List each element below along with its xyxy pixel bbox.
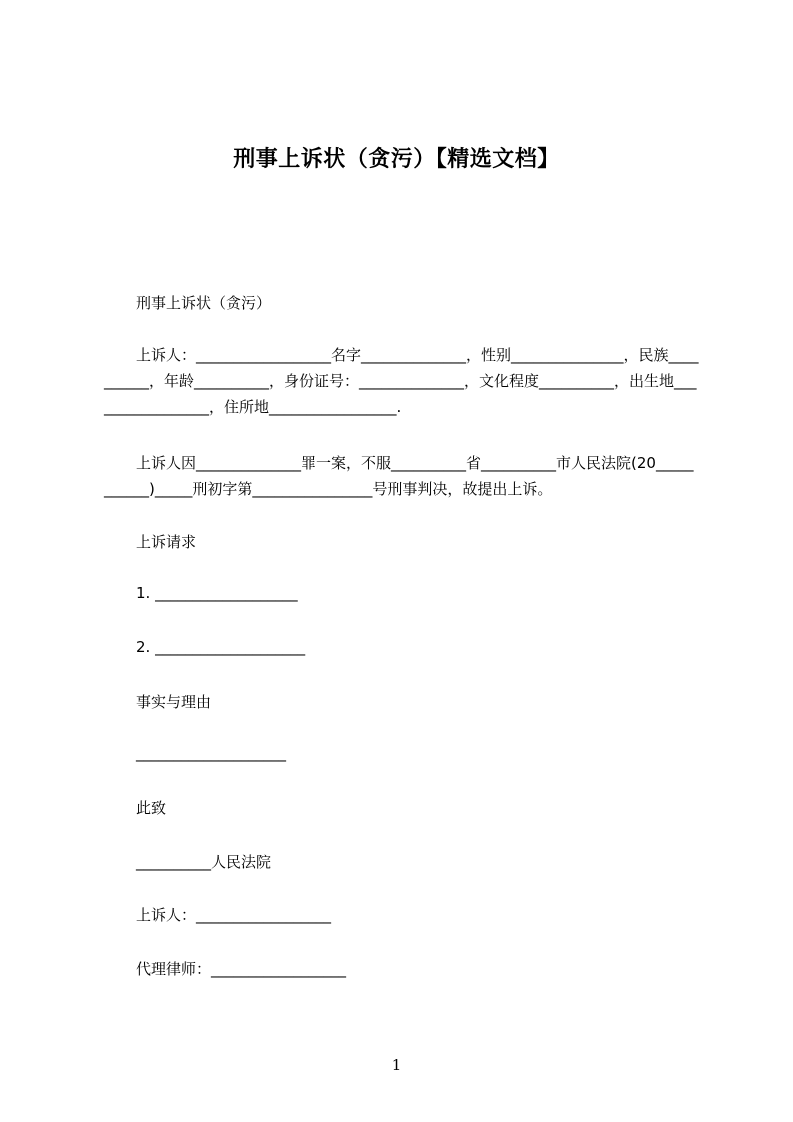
request-item-2: 2. ____________________ bbox=[136, 638, 306, 656]
request-heading: 上诉请求 bbox=[136, 533, 197, 551]
case-info-paragraph: 上诉人因______________罪一案，不服__________省__________市人民法院(20___________)_____刑初字第________________号刑事判决，故提出上诉。 bbox=[104, 454, 694, 498]
request-item-1: 1. ___________________ bbox=[136, 584, 298, 602]
court-line: __________人民法院 bbox=[136, 853, 272, 871]
section-heading: 刑事上诉状（贪污） bbox=[136, 294, 272, 312]
appellant-info-paragraph: 上诉人：__________________名字______________，性别_______________，民族__________，年龄__________，身份证号：______________，文化程度__________，出生地_________________，住所地_________________. bbox=[104, 346, 699, 416]
page-number: 1 bbox=[391, 1056, 402, 1074]
lawyer-signature-line: 代理律师：__________________ bbox=[136, 960, 347, 978]
appellant-signature-line: 上诉人：__________________ bbox=[136, 906, 332, 924]
document-title: 刑事上诉状（贪污）【精选文档】 bbox=[233, 147, 560, 172]
closing-text: 此致 bbox=[136, 799, 167, 817]
facts-heading: 事实与理由 bbox=[136, 693, 212, 711]
facts-blank-line: ____________________ bbox=[136, 744, 286, 762]
